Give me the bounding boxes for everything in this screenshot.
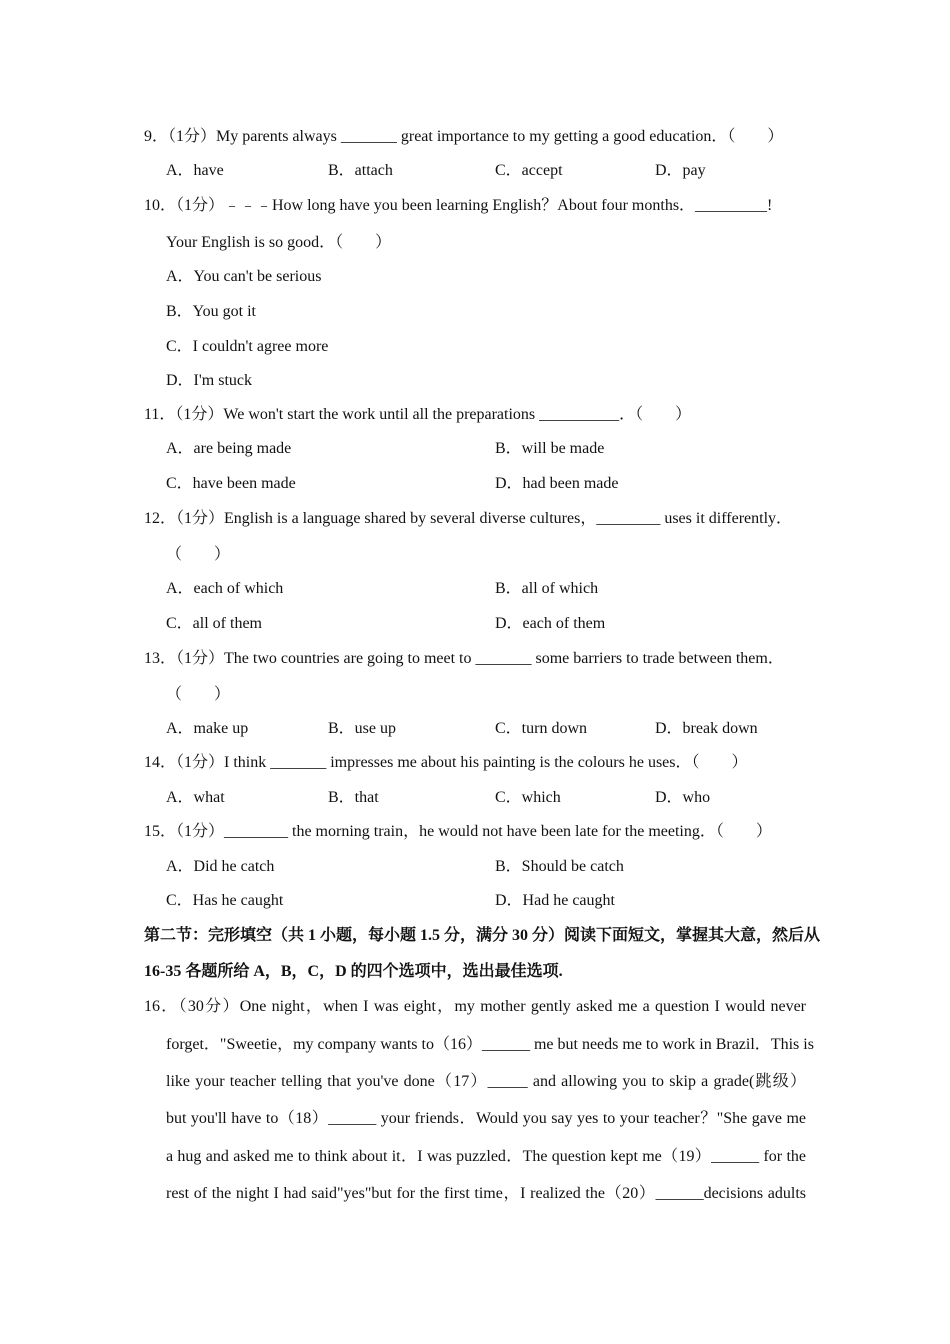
question-11-option-b: B．will be made <box>495 440 605 457</box>
question-14-option-a: A．what <box>166 789 225 806</box>
passage-line-1: 16．（30分）One night，when I was eight，my mother gently asked me a question I would never <box>144 998 806 1015</box>
question-15-option-d: D．Had he caught <box>495 892 615 909</box>
question-10-stem-continued: Your English is so good．（ ） <box>166 234 392 251</box>
passage-line-5: a hug and asked me to think about it．I was puzzled．The question kept me（19）______ for the <box>166 1148 806 1165</box>
question-9-option-d: D．pay <box>655 162 706 179</box>
question-13-stem: 13．（1分）The two countries are going to meet to _______ some barriers to trade between them． <box>144 650 784 667</box>
passage-line-3: like your teacher telling that you've done（17）_____ and allowing you to skip a grade(跳级） <box>166 1073 806 1090</box>
question-13-answer-bracket: （ ） <box>166 686 231 703</box>
question-14-option-c: C．which <box>495 789 561 806</box>
question-10-option-d: D．I'm stuck <box>166 372 252 389</box>
question-12-stem: 12．（1分）English is a language shared by several diverse cultures，________ uses it differently． <box>144 510 793 527</box>
question-10-option-b: B．You got it <box>166 303 256 320</box>
question-12-option-d: D．each of them <box>495 615 606 632</box>
question-14-option-d: D．who <box>655 789 711 806</box>
section-heading-line-1: 第二节：完形填空（共 1 小题，每小题 1.5 分，满分 30 分）阅读下面短文，掌握其大意，然后从 <box>144 927 821 944</box>
question-11-option-a: A．are being made <box>166 440 292 457</box>
question-15-option-c: C．Has he caught <box>166 892 284 909</box>
question-9-option-b: B．attach <box>328 162 393 179</box>
question-14-option-b: B．that <box>328 789 379 806</box>
question-9-option-a: A．have <box>166 162 224 179</box>
question-15-stem: 15．（1分）________ the morning train，he would not have been late for the meeting．（ ） <box>144 823 772 840</box>
question-12-answer-bracket: （ ） <box>166 546 231 563</box>
question-10-option-c: C．I couldn't agree more <box>166 338 329 355</box>
section-heading-line-2: 16-35 各题所给 A，B，C，D 的四个选项中，选出最佳选项. <box>144 963 563 980</box>
question-12-option-a: A．each of which <box>166 580 284 597</box>
question-10-option-a: A．You can't be serious <box>166 268 322 285</box>
question-13-option-a: A．make up <box>166 720 249 737</box>
question-13-option-b: B．use up <box>328 720 397 737</box>
question-14-stem: 14．（1分）I think _______ impresses me about his painting is the colours he uses．（ ） <box>144 754 748 771</box>
question-12-option-b: B．all of which <box>495 580 599 597</box>
question-10-stem: 10．（1分）﹣﹣﹣How long have you been learning English？About four months．_________! <box>144 197 773 214</box>
passage-line-6: rest of the night I had said"yes"but for the first time，I realized the（20）______decisions adults <box>166 1185 806 1202</box>
passage-line-4: but you'll have to（18）______ your friends．Would you say yes to your teacher？"She gave me <box>166 1110 806 1127</box>
question-9-option-c: C．accept <box>495 162 563 179</box>
question-15-option-b: B．Should be catch <box>495 858 624 875</box>
question-13-option-d: D．break down <box>655 720 758 737</box>
question-11-stem: 11．（1分）We won't start the work until all the preparations __________．（ ） <box>144 406 692 423</box>
question-11-option-c: C．have been made <box>166 475 296 492</box>
passage-line-2: forget．"Sweetie，my company wants to（16）______ me but needs me to work in Brazil．This is <box>166 1036 814 1053</box>
question-15-option-a: A．Did he catch <box>166 858 275 875</box>
question-11-option-d: D．had been made <box>495 475 619 492</box>
question-9-stem: 9．（1分）My parents always _______ great importance to my getting a good education．（ ） <box>144 128 784 145</box>
question-12-option-c: C．all of them <box>166 615 262 632</box>
question-13-option-c: C．turn down <box>495 720 588 737</box>
